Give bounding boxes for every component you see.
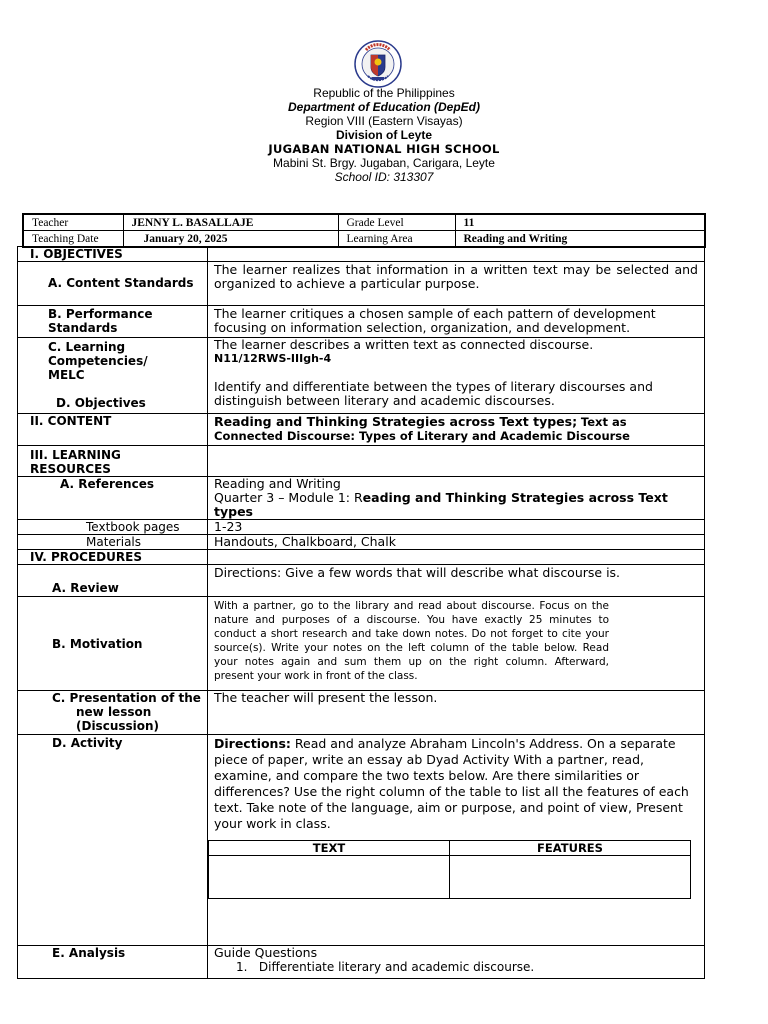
competency-code: N11/12RWS-IIIgh-4 — [214, 352, 332, 365]
header-department: Department of Education (DepEd) — [287, 100, 480, 114]
activity-cell — [208, 735, 705, 946]
competencies-text-cell — [208, 338, 705, 414]
question-1-number: 1. — [236, 960, 248, 974]
activity-directions-lead: Directions: — [214, 736, 291, 751]
references-cell — [208, 477, 705, 520]
features-column-cell[interactable] — [450, 856, 691, 899]
content-subtitle: Connected Discourse: Types of Literary and Academic Discourse — [214, 429, 630, 443]
review-text: Directions: Give a few words that will describe what discourse is. — [208, 565, 705, 597]
teacher-name: JENNY L. BASALLAJE — [123, 214, 338, 231]
content-title: Reading and Thinking Strategies across Text types; — [214, 414, 578, 429]
performance-standards-label: B. Performance Standards — [18, 306, 208, 338]
text-features-table — [208, 840, 691, 899]
competencies-cell — [18, 338, 208, 414]
header-republic: Republic of the Philippines — [313, 86, 455, 100]
grade-level-value: 11 — [455, 214, 705, 231]
objectives-text: Identify and differentiate between the types of literary discourses and distinguish between literary and academic discourses. — [214, 379, 653, 408]
analysis-label: E. Analysis — [18, 946, 208, 979]
performance-standards-text: The learner critiques a chosen sample of each pattern of development focusing on information selection, organization, and development. — [208, 306, 705, 338]
competencies-text: The learner describes a written text as connected discourse. — [214, 337, 594, 352]
header-region: Region VIII (Eastern Visayas) — [305, 114, 463, 128]
learning-area-label: Learning Area — [338, 231, 455, 248]
learning-area-value: Reading and Writing — [455, 231, 705, 248]
textbook-pages-label: Textbook pages — [18, 520, 208, 535]
guide-questions-label: Guide Questions — [214, 945, 318, 960]
header-school-id: School ID: 313307 — [334, 170, 434, 184]
presentation-label: C. Presentation of the new lesson (Discussion) — [18, 691, 208, 735]
teaching-date-label: Teaching Date — [23, 231, 123, 248]
lesson-plan-table — [17, 246, 705, 979]
references-line1: Reading and Writing — [214, 476, 341, 491]
text-column-cell[interactable] — [209, 856, 450, 899]
presentation-text: The teacher will present the lesson. — [208, 691, 705, 735]
text-column-header: TEXT — [209, 841, 450, 856]
deped-seal-logo — [352, 40, 404, 88]
motivation-text: With a partner, go to the library and read about discourse. Focus on the nature and purposes of a discourse. You have exactly 25 minutes to conduct a short research and take down notes. Do not forget to cite your source(s). Write your notes on the left column of the table below. Read your notes again and sum them up on the right column. Afterward, present your work in front of the class. — [208, 597, 705, 691]
activity-label: D. Activity — [18, 735, 208, 946]
objectives-label: D. Objectives — [56, 396, 146, 410]
content-title-b: Text as — [580, 415, 627, 429]
activity-text: Read and analyze Abraham Lincoln's Address. On a separate piece of paper, write an essay ab Dyad Activity With a partner, read, examine, and compare the two texts below. Are there similarities or differences? Use the right column of the table to list all the features of each text. Take note of the language, aim or purpose, and point of view, Present your work in class. — [214, 736, 689, 831]
teaching-date-value: January 20, 2025 — [123, 231, 338, 248]
objectives-heading: I. OBJECTIVES — [18, 247, 208, 262]
analysis-cell — [208, 946, 705, 979]
content-standards-text: The learner realizes that information in a written text may be selected and organized to achieve a particular purpose. — [208, 262, 705, 306]
review-label: A. Review — [18, 565, 208, 597]
header-division: Division of Leyte — [335, 128, 433, 142]
motivation-label: B. Motivation — [18, 597, 208, 691]
content-heading: II. CONTENT — [18, 414, 208, 446]
teacher-info-table — [22, 213, 706, 248]
competencies-label: C. Learning Competencies/ MELC — [48, 340, 148, 382]
question-1-text: Differentiate literary and academic discourse. — [258, 960, 535, 974]
content-standards-label: A. Content Standards — [18, 262, 208, 306]
teacher-label: Teacher — [23, 214, 123, 231]
header-school-address: Mabini St. Brgy. Jugaban, Carigara, Leyte — [273, 156, 495, 170]
references-label: A. References — [18, 477, 208, 520]
materials-value: Handouts, Chalkboard, Chalk — [208, 535, 705, 550]
features-column-header: FEATURES — [450, 841, 691, 856]
materials-label: Materials — [18, 535, 208, 550]
learning-resources-heading: III. LEARNING RESOURCES — [18, 446, 208, 477]
header-school-name: JUGABAN NATIONAL HIGH SCHOOL — [268, 142, 500, 156]
grade-level-label: Grade Level — [338, 214, 455, 231]
content-text-cell — [208, 414, 705, 446]
textbook-pages-value: 1-23 — [208, 520, 705, 535]
procedures-heading: IV. PROCEDURES — [18, 550, 208, 565]
references-line2b: eading and Thinking Strategies across Text types — [214, 490, 668, 519]
references-line2a: Quarter 3 – Module 1: R — [214, 490, 363, 505]
